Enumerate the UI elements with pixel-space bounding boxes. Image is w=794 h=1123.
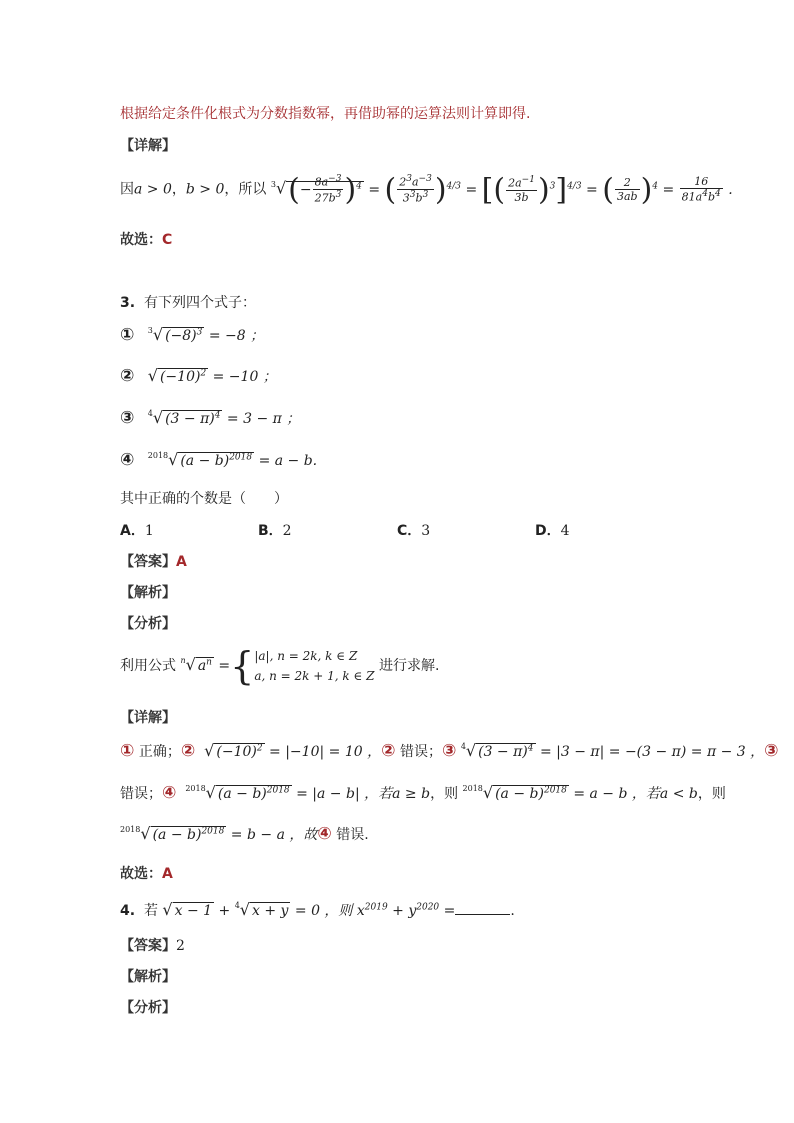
answer-blank xyxy=(455,914,510,915)
q2-derivation: $^3$√(− $\frac{8a^{-3}}{27b^3}$ )$^4$ = ( $\frac{2^3a^{-3}}{3^3b^3}$ )$^{4/3}$ = [( $\frac{2a^{-1}}{3b}$ )$^3$]$^{4/3}$ = ( $\frac{2}{3ab}$ )$^4$ = $\frac{16}{81a^4b^4}$ . xyxy=(270,172,733,207)
answer-line: 【答案】A xyxy=(120,554,187,570)
fenxi-heading-2: 【分析】 xyxy=(120,1000,176,1016)
q4-stem: 4. 若 √ x − 1 + $^4$√ x + y = 0 ，则 $x^{2019} + y^{2020}$ = . xyxy=(120,900,515,919)
detail-heading: 【详解】 xyxy=(120,138,176,154)
choose-line: 故选：C xyxy=(120,232,173,248)
option-d: D．4 xyxy=(535,523,570,539)
analysis-text: 根据给定条件化根式为分数指数幂，再借助幂的运算法则计算即得. xyxy=(120,106,531,122)
q3-detail-line-3: $^{2018}$√ $(a - b)^{2018} = b - a$ ，故④ 错误. xyxy=(120,824,369,844)
option-a: A．1 xyxy=(120,523,154,539)
detail-heading-2: 【详解】 xyxy=(120,710,176,726)
option-b: B．2 xyxy=(258,523,292,539)
formula-3: ③ $^4$√ $(3 - \pi)^4 = 3 - \pi$ ； xyxy=(120,408,301,428)
analysis-heading: 【解析】 xyxy=(120,585,176,601)
formula-2: ② √ $(-10)^2 = -10$ ； xyxy=(120,366,277,386)
analysis-heading-2: 【解析】 xyxy=(120,969,176,985)
q3-formula-line: 利用公式 $^n$√ $a^n =\{|a|$, n = 2k, k ∈ Z a, n = 2k + 1, k ∈ Z 进行求解. xyxy=(120,644,440,688)
formula-1: ① $^3$√ $(-8)^3 = -8$ ； xyxy=(120,325,265,345)
q3-stem: 3. 有下列四个式子： xyxy=(120,295,256,311)
q3-detail-line-2: 错误；④ $^{2018}$√ $(a - b)^{2018} = |a - b|$ ，若a ≥ b，则 $^{2018}$√ $(a - b)^{2018} = a - b$ ，若a < b，则 xyxy=(120,783,726,803)
choose-line-2: 故选：A xyxy=(120,866,173,882)
option-c: C．3 xyxy=(397,523,431,539)
fenxi-heading: 【分析】 xyxy=(120,616,176,632)
q2-detail-line: 因a > 0，b > 0，所以 $^3$√(− $\frac{8a^{-3}}{27b^3}$ )$^4$ = ( $\frac{2^3a^{-3}}{3^3b^3}$ )$^{4/3}$ = [( $\frac{2a^{-1}}{3b}$ )$^3$]$^{4/3}$ = ( $\frac{2}{3ab}$ )$^4$ = $\frac{16}{81a^4b^4}$ . xyxy=(120,172,733,207)
answer-line-2: 【答案】2 xyxy=(120,938,185,954)
q3-detail-line-1: ① 正确；② √ $(-10)^2 = |-10| = 10$ ，② 错误；③ $^4$√ $(3 - \pi)^4 = |3 - \pi| = -(3 - \pi) = \pi - 3$ ，③ xyxy=(120,741,779,761)
formula-4: ④ $^{2018}$√ $(a - b)^{2018} = a - b$. xyxy=(120,450,318,470)
q3-question: 其中正确的个数是（ ） xyxy=(120,491,288,507)
